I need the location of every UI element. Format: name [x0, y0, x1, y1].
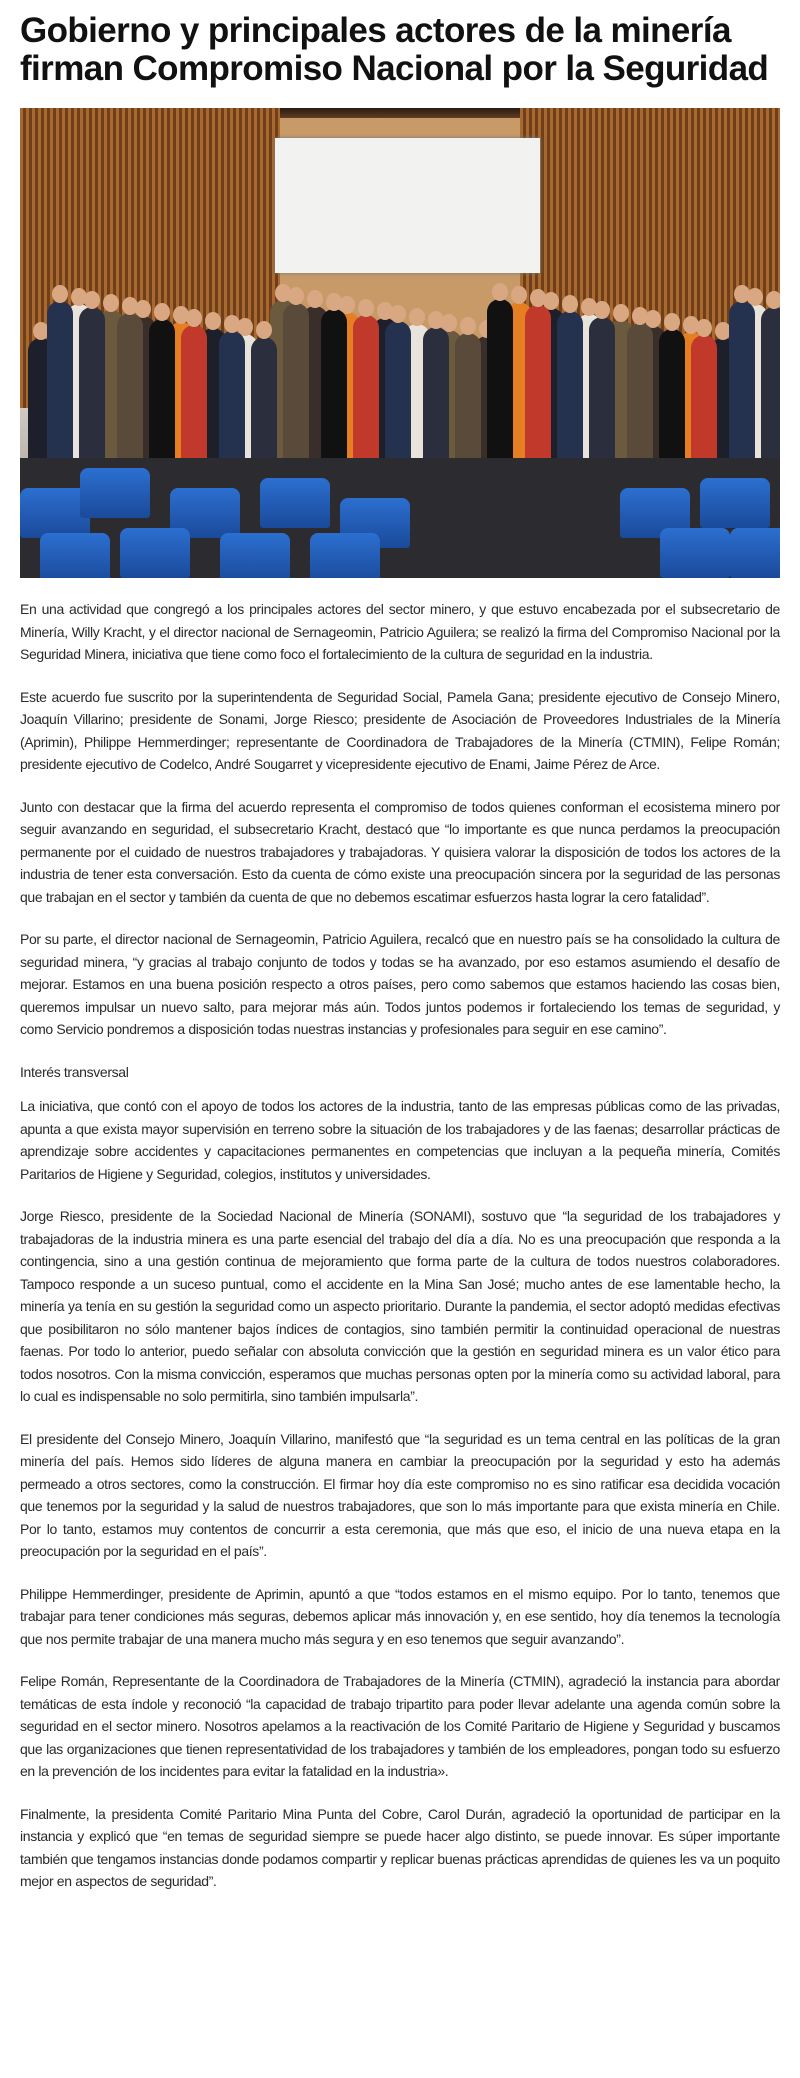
person — [525, 305, 551, 458]
blue-chair — [310, 533, 380, 578]
person — [181, 325, 207, 458]
blue-chair — [120, 528, 190, 578]
article-photo-group-auditorium — [20, 108, 780, 578]
article-body — [0, 578, 800, 1893]
person — [117, 313, 143, 458]
person — [589, 317, 615, 458]
article-paragraph: Por su parte, el director nacional de Sernageomin, Patricio Aguilera, recalcó que en nuestro país se ha consolidado la cultura de seguridad minera, “y gracias al trabajo conjunto de todos y todas se ha avanzado, por eso estamos asumiendo el desafío de mejorar. Estamos en una buena posición respecto a otros países, pero como sabemos que estamos haciendo las cosas bien, queremos impulsar un nuevo salto, para mejorar más aún. Todos juntos podemos ir fortaleciendo los temas de seguridad, y como Servicio pondremos a disposición todas nuestras instancias y profesionales para seguir en ese camino”. — [20, 931, 780, 1037]
person — [423, 327, 449, 458]
article-paragraph: Este acuerdo fue suscrito por la superintendenta de Seguridad Social, Pamela Gana; presidente ejecutivo de Consejo Minero, Joaquín Villarino; presidente de Sonami, Jorge Riesco; presidente de Asociación de Proveedores Industriales de la Minería (Aprimin), Philippe Hemmerdinger; representante de Coordinadora de Trabajadores de la Minería (CTMIN), Felipe Román; presidente ejecutivo de Codelco, André Sougarret y vicepresidente ejecutivo de Enami, Jaime Pérez de Arce. — [20, 688, 780, 772]
person — [729, 301, 755, 458]
projection-screen — [275, 138, 540, 273]
person — [691, 335, 717, 458]
blue-chair — [660, 528, 730, 578]
blue-chair — [220, 533, 290, 578]
blue-chair — [700, 478, 770, 528]
person — [321, 309, 347, 458]
person — [557, 311, 583, 458]
article-paragraph: Felipe Román, Representante de la Coordinadora de Trabajadores de la Minería (CTMIN), agradeció la instancia para abordar temáticas de esta índole y reconoció “la capacidad de trabajo tripartito para poder llevar adelante una agenda común sobre la seguridad en el sector minero. Nosotros apelamos a la reactivación de los Comité Paritario de Higiene y Seguridad y buscamos que las organizaciones que tienen representatividad de los trabajadores y también de los empleadores, pongan todo su esfuerzo en la prevención de los incidentes para evitar la fatalidad en la industria». — [20, 1673, 780, 1779]
blue-chair — [260, 478, 330, 528]
blue-chair — [730, 528, 780, 578]
person — [627, 323, 653, 458]
section-subheading: Interés transversal — [20, 1063, 129, 1080]
person — [455, 333, 481, 458]
article-title: Gobierno y principales actores de la minería firman Compromiso Nacional por la Seguridad — [20, 11, 769, 88]
auditorium-seats — [20, 458, 780, 578]
article-paragraph: Junto con destacar que la firma del acuerdo representa el compromiso de todos quienes conforman el ecosistema minero por seguir avanzando en seguridad, el subsecretario Kracht, destacó que “lo importante es que nunca perdamos la preocupación permanente por el cuidado de nuestros trabajadores y trabajadoras. Y quisiera valorar la disposición de todos los actores de la industria de tener esta conversación. Esto da cuenta de cómo existe una preocupación sincera por la seguridad de las personas que trabajan en el sector y también da cuenta de que no debemos escatimar esfuerzos hasta lograr la cero fatalidad”. — [20, 798, 780, 905]
blue-chair — [80, 468, 150, 518]
person — [251, 337, 277, 458]
person — [47, 301, 73, 458]
person — [79, 307, 105, 458]
article-paragraph: La iniciativa, que contó con el apoyo de todos los actores de la industria, tanto de las empresas públicas como de las privadas, apunta a que exista mayor supervisión en terreno sobre la situación de los trabajadores y de las faenas; desarrollar prácticas de aprendizaje sobre accidentes y capacitaciones permanentes en competencias que incluyan a la pequeña minería, Comités Paritarios de Higiene y Seguridad, colegios, institutos y universidades. — [20, 1098, 780, 1182]
person — [353, 315, 379, 458]
article-paragraph: En una actividad que congregó a los principales actores del sector minero, y que estuvo encabezada por el subsecretario de Minería, Willy Kracht, y el director nacional de Sernageomin, Patricio Aguilera; se realizó la firma del Compromiso Nacional por la Seguridad Minera, iniciativa que tiene como foco el fortalecimiento de la cultura de seguridad en la industria. — [20, 601, 780, 662]
person — [385, 321, 411, 458]
person — [219, 331, 245, 458]
article-paragraph: Finalmente, la presidenta Comité Paritario Mina Punta del Cobre, Carol Durán, agradeció la oportunidad de participar en la instancia y explicó que “en temas de seguridad siempre se puede hacer algo distinto, se puede innovar. Es súper importante también que tengamos instancias donde podamos compartir y replicar buenas prácticas aprendidas de quienes les va un poquito mejor en aspectos de seguridad”. — [20, 1805, 780, 1889]
person — [487, 299, 513, 458]
article-paragraph: Jorge Riesco, presidente de la Sociedad Nacional de Minería (SONAMI), sostuvo que “la seguridad de los trabajadores y trabajadoras de la industria minera es una parte esencial del trabajo del día a día. No es una preocupación que responda a la contingencia, sino a una gestión continua de mejoramiento que forma parte de la cultura de todos nuestros colaboradores. Tampoco responde a un suceso puntual, como el accidente en la Mina San José; mucho antes de ese lamentable hecho, la minería ya tenía en su gestión la seguridad como un aspecto prioritario. Durante la pandemia, el sector adoptó medidas efectivas que posibilitaron no sólo mantener bajos índices de contagios, sino también permitir la continuidad operacional de nuestras faenas. Por todo lo anterior, puedo señalar con absoluta convicción que la gestión en seguridad minera es un valor ético para todos nosotros. Con la misma convicción, esperamos que muchas personas opten por la minería como su actividad laboral, para lo cual es indispensable no solo permitirla, sino también impulsarla”. — [20, 1208, 780, 1404]
article-paragraph: El presidente del Consejo Minero, Joaquín Villarino, manifestó que “la seguridad es un tema central en las políticas de la gran minería del país. Hemos sido líderes de alguna manera en cambiar la preocupación por la seguridad y esto ha además permeado a otros sectores, como la construcción. El firmar hoy día este compromiso no es sino ratificar esa decidida vocación que tenemos por la seguridad y la salud de nuestros trabajadores, que son lo más importante para que exista minería en Chile. Por lo tanto, estamos muy contentos de concurrir a esta ceremonia, que más que eso, el inicio de una nueva etapa en la preocupación por la seguridad en el país”. — [20, 1430, 780, 1559]
group-of-people — [20, 268, 780, 458]
person — [149, 319, 175, 458]
person — [659, 329, 685, 458]
person — [761, 307, 780, 458]
blue-chair — [40, 533, 110, 578]
person — [283, 303, 309, 458]
article-paragraph: Philippe Hemmerdinger, presidente de Aprimin, apuntó a que “todos estamos en el mismo equipo. Por lo tanto, tenemos que trabajar para tener condiciones más seguras, debemos aplicar más innovación y, en ese sentido, hoy día tenemos la tecnología que nos permite trabajar de una manera mucho más segura y en eso tenemos que seguir avanzando”. — [20, 1585, 780, 1647]
